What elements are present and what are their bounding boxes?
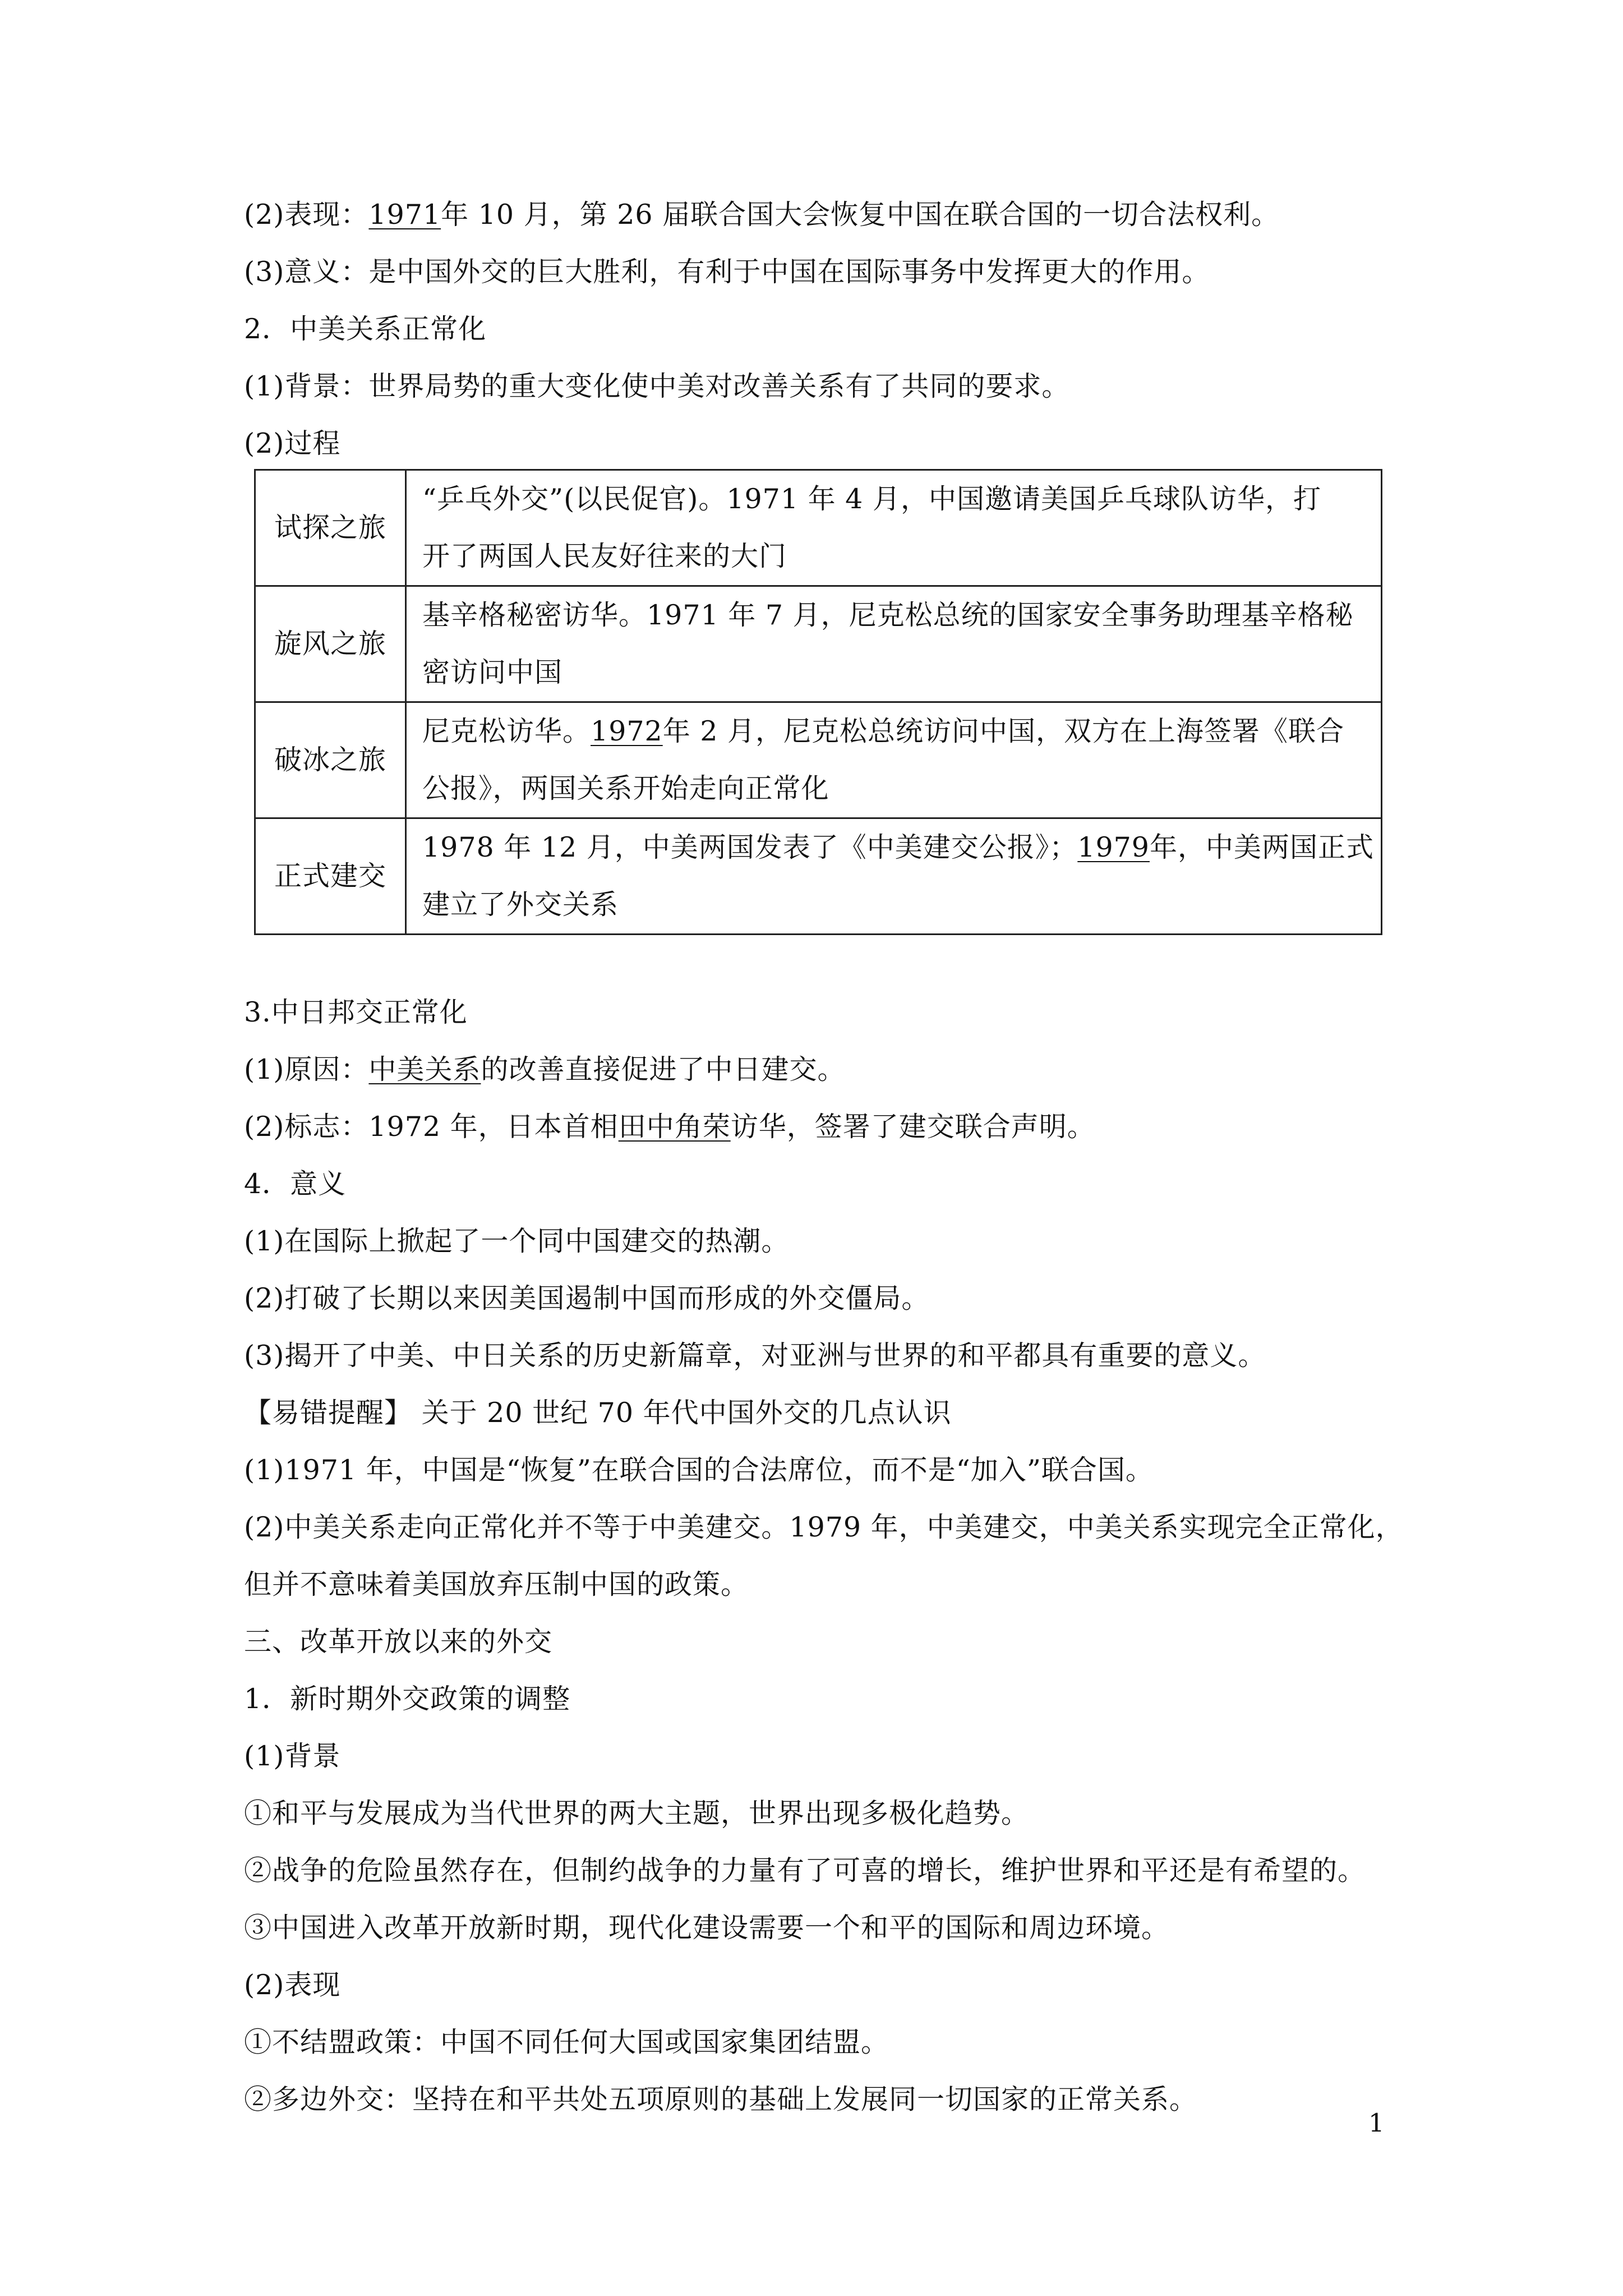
text-line: ②战争的危险虽然存在，但制约战争的力量有了可喜的增长，维护世界和平还是有希望的。 [244, 1855, 1366, 1887]
text-segment: 的改善直接促进了中日建交。 [481, 1053, 846, 1085]
text-segment: 访华，签署了建交联合声明。 [730, 1111, 1095, 1143]
table-row [255, 702, 1382, 818]
underlined-answer: 1971 [368, 199, 441, 231]
text-line: ②多边外交：坚持在和平共处五项原则的基础上发展同一切国家的正常关系。 [244, 2083, 1198, 2115]
text-segment: 年 10 月，第 26 届联合国大会恢复中国在联合国的一切合法权利。 [441, 199, 1280, 231]
page-number: 1 [1368, 2108, 1385, 2138]
text-line: (2)过程 [244, 427, 341, 459]
text-line: (1)1971 年，中国是“恢复”在联合国的合法席位，而不是“加入”联合国。 [244, 1454, 1154, 1486]
text-segment: 1978 年 12 月，中美两国发表了《中美建交公报》； [422, 831, 1078, 863]
text-line [244, 195, 1279, 234]
cell-line: 建立了外交关系 [422, 889, 619, 921]
section-heading: 三、改革开放以来的外交 [244, 1626, 553, 1658]
table-row [255, 586, 1382, 702]
cell-line: 开了两国人民友好往来的大门 [422, 540, 787, 572]
text-line: (3)揭开了中美、中日关系的历史新篇章，对亚洲与世界的和平都具有重要的意义。 [244, 1340, 1266, 1372]
table-row-label: 试探之旅 [255, 470, 406, 586]
text-segment: (1)原因： [244, 1053, 369, 1085]
section-heading: 2．中美关系正常化 [244, 313, 487, 345]
table-row-content [406, 470, 1382, 586]
cell-line: 公报》，两国关系开始走向正常化 [422, 772, 829, 804]
text-line: (1)背景 [244, 1740, 341, 1772]
table-row-content [406, 586, 1382, 702]
cell-line [422, 703, 1381, 760]
underlined-answer: 1972 [591, 715, 663, 747]
text-segment: 尼克松访华。 [422, 715, 591, 747]
cell-line: 基辛格秘密访华。1971 年 7 月，尼克松总统的国家安全事务助理基辛格秘 [422, 599, 1354, 631]
table-row [255, 818, 1382, 935]
table-row-label: 旋风之旅 [255, 586, 406, 702]
text-line [244, 1107, 1095, 1147]
text-segment: (2)表现： [244, 199, 369, 231]
table-row-label: 破冰之旅 [255, 702, 406, 818]
table-row [255, 470, 1382, 586]
text-line: 但并不意味着美国放弃压制中国的政策。 [244, 1568, 749, 1600]
text-line: (2)中美关系走向正常化并不等于中美建交。1979 年，中美建交，中美关系实现完全正常化， [244, 1511, 1404, 1543]
cell-line: 密访问中国 [422, 656, 563, 688]
table-row-content [406, 818, 1382, 935]
text-line: (2)表现 [244, 1969, 341, 2001]
text-line: ①不结盟政策：中国不同任何大国或国家集团结盟。 [244, 2026, 889, 2058]
underlined-answer: 田中角荣 [618, 1111, 731, 1143]
section-heading: 1．新时期外交政策的调整 [244, 1683, 571, 1715]
text-segment: (2)标志：1972 年，日本首相 [244, 1111, 619, 1143]
text-line: (3)意义：是中国外交的巨大胜利，有利于中国在国际事务中发挥更大的作用。 [244, 256, 1210, 288]
text-line: ①和平与发展成为当代世界的两大主题，世界出现多极化趋势。 [244, 1797, 1030, 1829]
table-row-label: 正式建交 [255, 818, 406, 935]
process-table [254, 469, 1382, 935]
underlined-answer: 中美关系 [368, 1053, 481, 1085]
cell-line: “乒乓外交”(以民促官)。1971 年 4 月，中国邀请美国乒乓球队访华，打 [422, 483, 1321, 515]
text-line: (1)背景：世界局势的重大变化使中美对改善关系有了共同的要求。 [244, 370, 1070, 402]
table-row-content [406, 702, 1382, 818]
underlined-answer: 1979 [1077, 831, 1150, 863]
cell-line [422, 819, 1381, 876]
text-segment: 年，中美两国正式 [1149, 831, 1374, 863]
text-segment: 年 2 月，尼克松总统访问中国，双方在上海签署《联合 [662, 715, 1345, 747]
text-line: (1)在国际上掀起了一个同中国建交的热潮。 [244, 1225, 790, 1257]
section-heading: 3.中日邦交正常化 [244, 996, 468, 1028]
text-line [244, 1050, 845, 1089]
text-line: (2)打破了长期以来因美国遏制中国而形成的外交僵局。 [244, 1282, 930, 1314]
text-line: ③中国进入改革开放新时期，现代化建设需要一个和平的国际和周边环境。 [244, 1912, 1170, 1944]
section-heading: 4．意义 [244, 1168, 347, 1200]
tip-heading: 【易错提醒】 关于 20 世纪 70 年代中国外交的几点认识 [244, 1397, 952, 1429]
